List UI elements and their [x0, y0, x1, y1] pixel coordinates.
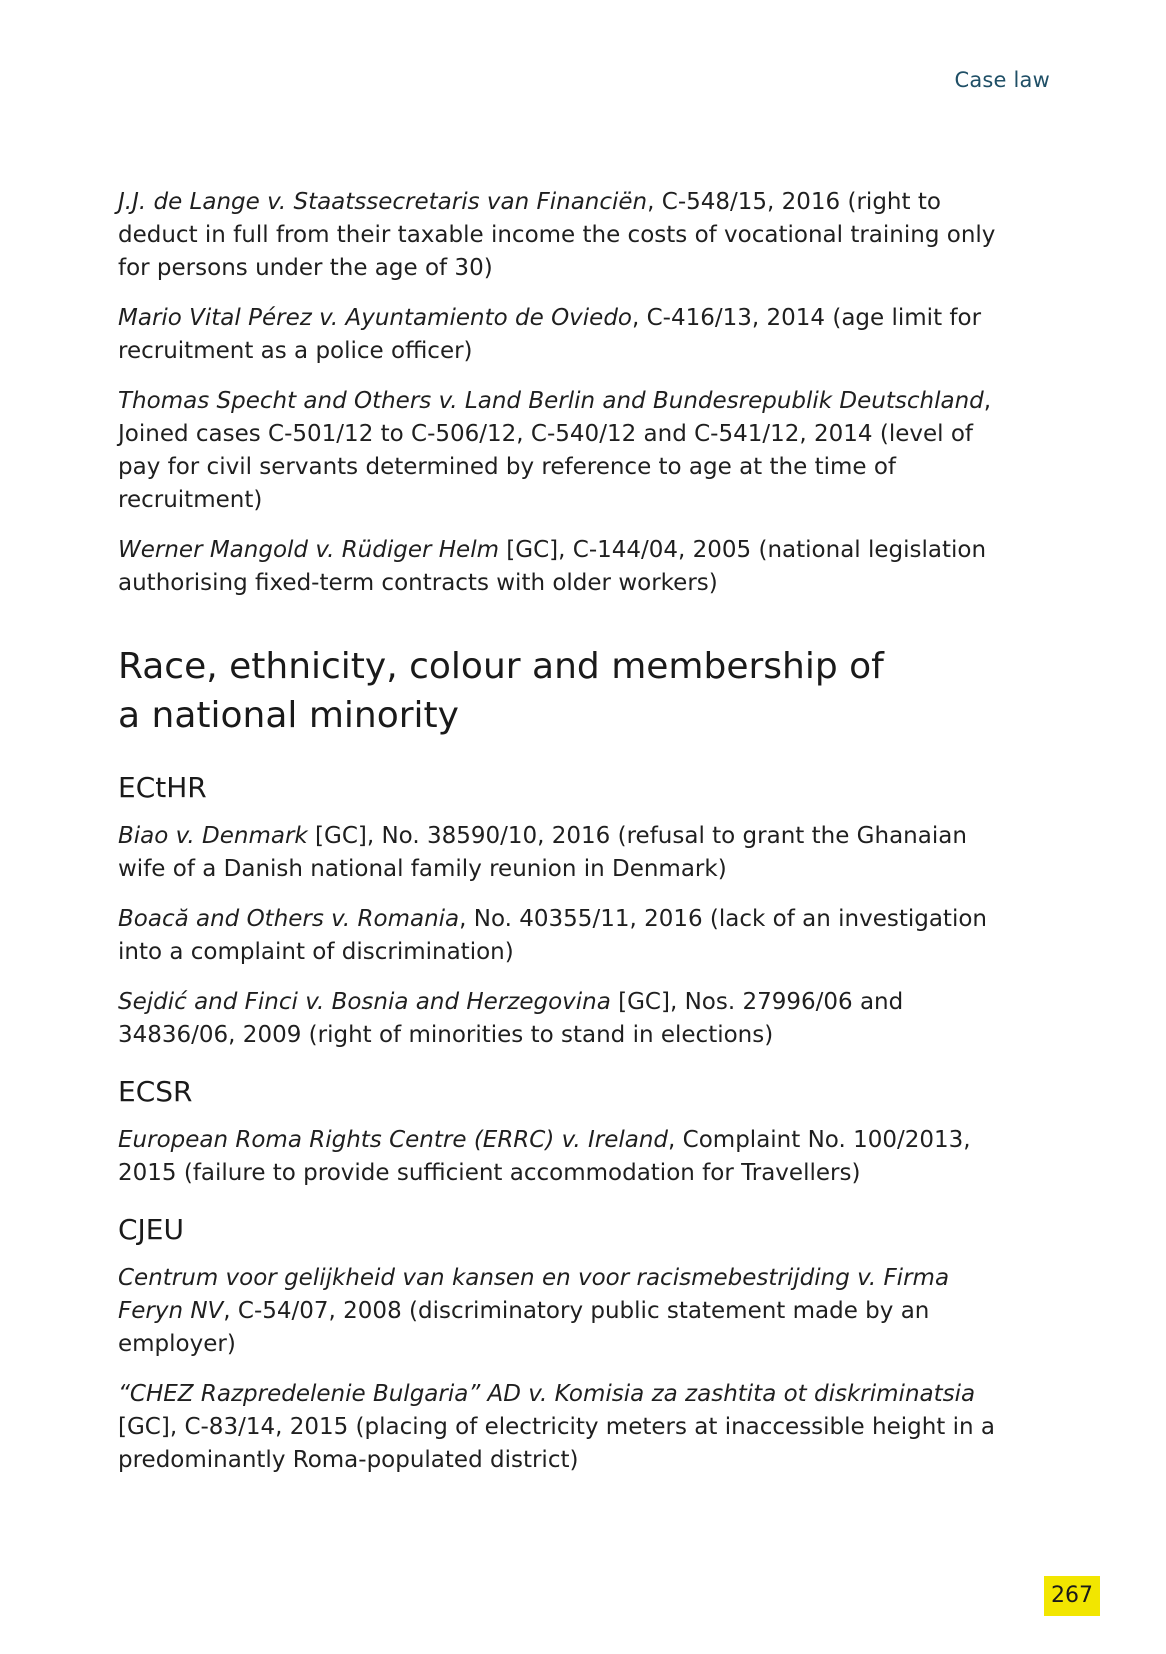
case-details: [GC], C-144/04, 2005 (national legislation authorising fixed-term contracts with older workers) [118, 537, 987, 596]
case-entry [118, 1378, 1018, 1477]
case-details: , C-416/13, 2014 (age limit for recruitment as a police officer) [118, 305, 982, 364]
case-name: “CHEZ Razpredelenie Bulgaria” AD v. Komisia za zashtita ot diskriminatsia [118, 1381, 976, 1407]
case-name: Werner Mangold v. Rüdiger Helm [118, 537, 499, 563]
case-entry [118, 1262, 1018, 1361]
case-details: [GC], Nos. 27996/06 and 34836/06, 2009 (right of minorities to stand in elections) [118, 989, 904, 1048]
case-entry [118, 1124, 1018, 1190]
section-title [118, 642, 1018, 740]
page-content [118, 186, 1018, 1499]
court-heading: CJEU [118, 1213, 184, 1246]
case-details: , C-548/15, 2016 (right to deduct in full from their taxable income the costs of vocational training only for persons under the age of 30) [118, 189, 996, 281]
case-name: Boacă and Others v. Romania [118, 906, 460, 932]
section-title-line-2: a national minority [118, 695, 459, 736]
case-entry [118, 302, 1018, 368]
case-entry [118, 186, 1018, 285]
case-name: Mario Vital Pérez v. Ayuntamiento de Oviedo [118, 305, 632, 331]
case-details: , C-54/07, 2008 (discriminatory public statement made by an employer) [118, 1298, 930, 1357]
page-number: 267 [1044, 1576, 1100, 1616]
case-name: Thomas Specht and Others v. Land Berlin and Bundesrepublik Deutschland [118, 388, 984, 414]
running-header: Case law [954, 68, 1050, 92]
court-heading: ECtHR [118, 771, 207, 804]
court-group-ecthr [118, 770, 1018, 1052]
case-name: Biao v. Denmark [118, 823, 308, 849]
case-details: , Complaint No. 100/2013, 2015 (failure to provide sufficient accommodation for Travellers) [118, 1127, 971, 1186]
case-details: [GC], C-83/14, 2015 (placing of electricity meters at inaccessible height in a predominantly Roma-populated district) [118, 1414, 995, 1473]
court-group-ecsr [118, 1074, 1018, 1190]
court-heading: ECSR [118, 1075, 193, 1108]
section-title-line-1: Race, ethnicity, colour and membership of [118, 646, 884, 687]
case-details: [GC], No. 38590/10, 2016 (refusal to grant the Ghanaian wife of a Danish national family reunion in Denmark) [118, 823, 967, 882]
case-name: J.J. de Lange v. Staatssecretaris van Financiën [118, 189, 648, 215]
case-name: Sejdić and Finci v. Bosnia and Herzegovina [118, 989, 611, 1015]
case-entry [118, 385, 1018, 517]
case-name: Centrum voor gelijkheid van kansen en voor racismebestrijding v. Firma Feryn NV [118, 1265, 950, 1324]
case-name: European Roma Rights Centre (ERRC) v. Ireland [118, 1127, 669, 1153]
case-entry [118, 534, 1018, 600]
case-entry [118, 820, 1018, 886]
case-details: , Joined cases C-501/12 to C-506/12, C-540/12 and C-541/12, 2014 (level of pay for civil servants determined by reference to age at the time of recruitment) [118, 388, 992, 513]
court-group-cjeu [118, 1212, 1018, 1477]
case-entry [118, 903, 1018, 969]
case-details: , No. 40355/11, 2016 (lack of an investigation into a complaint of discrimination) [118, 906, 987, 965]
case-entry [118, 986, 1018, 1052]
